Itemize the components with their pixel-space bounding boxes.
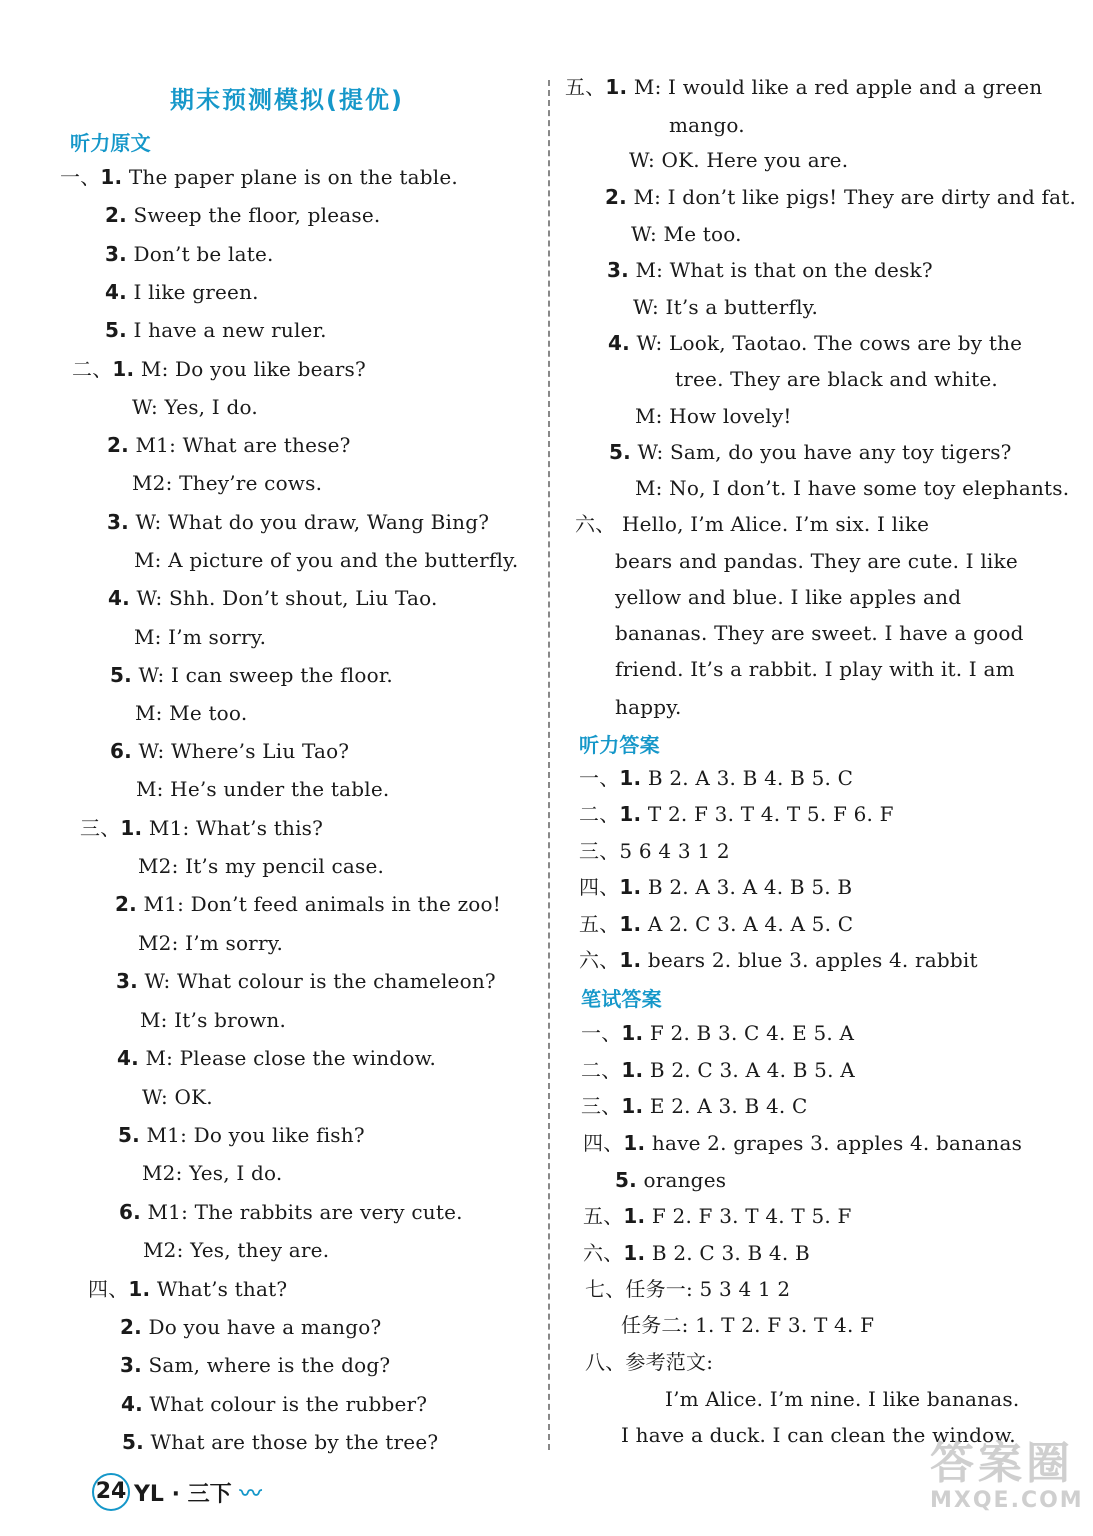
text-line bbox=[138, 853, 384, 879]
text-line bbox=[607, 257, 933, 283]
section-number: 四、 bbox=[579, 875, 620, 899]
line-text: I have a duck. I can clean the window. bbox=[621, 1423, 1016, 1447]
column-divider bbox=[548, 80, 550, 1450]
section-number: 五、 bbox=[565, 75, 606, 99]
item-number: 1. bbox=[619, 802, 642, 826]
item-number: 3. bbox=[120, 1353, 142, 1377]
line-text: bears and pandas. They are cute. I like bbox=[615, 549, 1018, 573]
item-number: 4. bbox=[105, 280, 127, 304]
text-line bbox=[134, 624, 266, 650]
item-number: 2. bbox=[115, 892, 137, 916]
item-number: 1. bbox=[619, 948, 642, 972]
seal-icon: 〰 bbox=[239, 1481, 262, 1507]
text-line bbox=[135, 700, 247, 726]
line-text: F 2. B 3. C 4. E 5. A bbox=[643, 1021, 855, 1045]
text-line bbox=[107, 432, 351, 458]
line-text: M2: It’s my pencil case. bbox=[138, 854, 385, 878]
item-number: 1. bbox=[623, 1241, 646, 1265]
text-line bbox=[608, 330, 1022, 356]
line-text: Do you have a mango? bbox=[141, 1315, 382, 1339]
line-text: have 2. grapes 3. apples 4. bananas bbox=[645, 1131, 1023, 1155]
watermark-url: MXQE.COM bbox=[930, 1488, 1084, 1513]
text-line bbox=[120, 1352, 390, 1378]
line-text: 5 6 4 3 1 2 bbox=[619, 839, 730, 863]
line-text: 听力答案 bbox=[579, 733, 660, 757]
footer-label: YL · 三下 bbox=[134, 1481, 232, 1507]
line-text: M1: What’s this? bbox=[142, 816, 324, 840]
line-text: I like green. bbox=[126, 280, 259, 304]
item-number: 1. bbox=[619, 766, 642, 790]
text-line bbox=[581, 1020, 854, 1046]
line-text: M: I would like a red apple and a green bbox=[627, 75, 1043, 99]
item-number: 6. bbox=[110, 739, 132, 763]
item-number: 5. bbox=[615, 1168, 637, 1192]
text-line bbox=[120, 1314, 381, 1340]
item-number: 1. bbox=[619, 912, 642, 936]
line-text: M: A picture of you and the butterfly. bbox=[134, 548, 519, 572]
text-line bbox=[119, 1199, 463, 1225]
line-text: B 2. C 3. A 4. B 5. A bbox=[643, 1058, 855, 1082]
line-text: 参考范文: bbox=[625, 1350, 714, 1374]
text-line bbox=[579, 801, 894, 827]
section-number: 三、 bbox=[581, 1094, 622, 1118]
section-number: 八、 bbox=[585, 1350, 626, 1374]
item-number: 1. bbox=[128, 1277, 151, 1301]
section-number: 二、 bbox=[579, 802, 620, 826]
line-text: 任务一: 5 3 4 1 2 bbox=[625, 1277, 791, 1301]
item-number: 5. bbox=[110, 663, 132, 687]
line-text: Don’t be late. bbox=[126, 242, 274, 266]
section-heading bbox=[579, 732, 660, 758]
line-text: W: What colour is the chameleon? bbox=[137, 969, 496, 993]
section-number: 四、 bbox=[583, 1131, 624, 1155]
text-line bbox=[579, 911, 853, 937]
item-number: 3. bbox=[116, 969, 138, 993]
section-number: 七、 bbox=[585, 1277, 626, 1301]
section-number: 五、 bbox=[583, 1204, 624, 1228]
line-text: W: Me too. bbox=[631, 222, 742, 246]
item-number: 2. bbox=[605, 185, 627, 209]
text-line bbox=[108, 585, 438, 611]
text-line bbox=[132, 470, 322, 496]
item-number: 2. bbox=[107, 433, 129, 457]
item-number: 5. bbox=[105, 318, 127, 342]
line-text: 笔试答案 bbox=[581, 987, 662, 1011]
line-text: I have a new ruler. bbox=[126, 318, 327, 342]
text-line bbox=[117, 1045, 436, 1071]
text-line bbox=[575, 511, 929, 537]
line-text: M1: The rabbits are very cute. bbox=[140, 1200, 463, 1224]
section-number: 一、 bbox=[60, 165, 101, 189]
line-text: Hello, I’m Alice. I’m six. I like bbox=[615, 512, 930, 536]
text-line bbox=[621, 1312, 874, 1338]
item-number: 1. bbox=[623, 1131, 646, 1155]
text-line bbox=[615, 548, 1018, 574]
text-line bbox=[581, 1093, 808, 1119]
item-number: 3. bbox=[107, 510, 129, 534]
line-text: tree. They are black and white. bbox=[675, 367, 998, 391]
text-line bbox=[629, 147, 848, 173]
item-number: 1. bbox=[100, 165, 123, 189]
text-line bbox=[635, 403, 792, 429]
text-line bbox=[583, 1130, 1022, 1156]
page-footer bbox=[92, 1474, 262, 1510]
line-text: F 2. F 3. T 4. T 5. F bbox=[645, 1204, 852, 1228]
line-text: Sweep the floor, please. bbox=[126, 203, 381, 227]
item-number: 1. bbox=[619, 875, 642, 899]
text-line bbox=[115, 891, 501, 917]
text-line bbox=[134, 547, 518, 573]
text-line bbox=[675, 366, 998, 392]
line-text: yellow and blue. I like apples and bbox=[615, 585, 962, 609]
line-text: M: I’m sorry. bbox=[134, 625, 267, 649]
text-line bbox=[669, 112, 745, 138]
line-text: M: Please close the window. bbox=[138, 1046, 437, 1070]
line-text: W: I can sweep the floor. bbox=[131, 663, 393, 687]
section-number: 三、 bbox=[579, 839, 620, 863]
line-text: M: What is that on the desk? bbox=[628, 258, 933, 282]
item-number: 3. bbox=[607, 258, 629, 282]
watermark bbox=[930, 1440, 1084, 1513]
item-number: 5. bbox=[609, 440, 631, 464]
line-text: M: It’s brown. bbox=[140, 1008, 287, 1032]
line-text: I’m Alice. I’m nine. I like bananas. bbox=[665, 1387, 1020, 1411]
line-text: Sam, where is the dog? bbox=[141, 1353, 391, 1377]
item-number: 4. bbox=[121, 1392, 143, 1416]
page-number: 24 bbox=[92, 1473, 130, 1511]
text-line bbox=[110, 662, 393, 688]
text-line bbox=[615, 620, 1024, 646]
item-number: 4. bbox=[117, 1046, 139, 1070]
line-text: M: No, I don’t. I have some toy elephants. bbox=[635, 476, 1070, 500]
line-text: M: Do you like bears? bbox=[134, 357, 366, 381]
text-line bbox=[635, 475, 1069, 501]
text-line bbox=[132, 394, 258, 420]
line-text: W: Where’s Liu Tao? bbox=[131, 739, 350, 763]
text-line bbox=[565, 74, 1042, 100]
text-line bbox=[142, 1160, 283, 1186]
text-line bbox=[122, 1429, 438, 1455]
text-line bbox=[605, 184, 1076, 210]
item-number: 5. bbox=[122, 1430, 144, 1454]
item-number: 1. bbox=[120, 816, 143, 840]
line-text: bears 2. blue 3. apples 4. rabbit bbox=[641, 948, 978, 972]
section-number: 一、 bbox=[579, 766, 620, 790]
item-number: 3. bbox=[105, 242, 127, 266]
item-number: 1. bbox=[621, 1058, 644, 1082]
page-title: 期末预测模拟(提优) bbox=[170, 86, 404, 114]
line-text: W: Yes, I do. bbox=[132, 395, 258, 419]
line-text: oranges bbox=[636, 1168, 727, 1192]
text-line bbox=[107, 509, 489, 535]
item-number: 4. bbox=[608, 331, 630, 355]
text-line bbox=[72, 356, 366, 382]
line-text: B 2. A 3. A 4. B 5. B bbox=[641, 875, 853, 899]
section-number: 三、 bbox=[80, 816, 121, 840]
section-number: 五、 bbox=[579, 912, 620, 936]
text-line bbox=[60, 164, 458, 190]
line-text: M2: Yes, I do. bbox=[142, 1161, 283, 1185]
line-text: What colour is the rubber? bbox=[142, 1392, 428, 1416]
line-text: W: Shh. Don’t shout, Liu Tao. bbox=[129, 586, 438, 610]
line-text: M2: Yes, they are. bbox=[143, 1238, 330, 1262]
section-number: 四、 bbox=[88, 1277, 129, 1301]
text-line bbox=[105, 279, 259, 305]
text-line bbox=[118, 1122, 365, 1148]
text-line bbox=[579, 947, 978, 973]
line-text: M2: I’m sorry. bbox=[138, 931, 284, 955]
line-text: friend. It’s a rabbit. I play with it. I am bbox=[615, 657, 1015, 681]
text-line bbox=[583, 1240, 810, 1266]
text-line bbox=[615, 694, 682, 720]
line-text: M: Me too. bbox=[135, 701, 248, 725]
text-line bbox=[140, 1007, 286, 1033]
section-heading bbox=[581, 986, 662, 1012]
line-text: M: I don’t like pigs! They are dirty and fat. bbox=[626, 185, 1077, 209]
text-line bbox=[143, 1237, 329, 1263]
section-number: 六、 bbox=[583, 1241, 624, 1265]
line-text: M: How lovely! bbox=[635, 404, 792, 428]
line-text: W: What do you draw, Wang Bing? bbox=[128, 510, 490, 534]
text-line bbox=[105, 202, 380, 228]
text-line bbox=[631, 221, 742, 247]
line-text: M2: They’re cows. bbox=[132, 471, 323, 495]
line-text: The paper plane is on the table. bbox=[122, 165, 458, 189]
section-number: 二、 bbox=[72, 357, 113, 381]
line-text: What are those by the tree? bbox=[143, 1430, 439, 1454]
text-line bbox=[579, 838, 730, 864]
text-line bbox=[581, 1057, 855, 1083]
text-line bbox=[80, 815, 323, 841]
line-text: W: It’s a butterfly. bbox=[633, 295, 819, 319]
line-text: bananas. They are sweet. I have a good bbox=[615, 621, 1024, 645]
text-line bbox=[585, 1276, 790, 1302]
line-text: W: Sam, do you have any toy tigers? bbox=[630, 440, 1012, 464]
text-line bbox=[121, 1391, 427, 1417]
text-line bbox=[633, 294, 818, 320]
item-number: 1. bbox=[621, 1094, 644, 1118]
text-line bbox=[110, 738, 349, 764]
text-line bbox=[116, 968, 496, 994]
line-text: happy. bbox=[615, 695, 682, 719]
text-line bbox=[579, 765, 853, 791]
line-text: What’s that? bbox=[150, 1277, 288, 1301]
text-line bbox=[615, 584, 961, 610]
section-number: 六、 bbox=[575, 512, 616, 536]
line-text: M1: Do you like fish? bbox=[139, 1123, 365, 1147]
line-text: M1: Don’t feed animals in the zoo! bbox=[136, 892, 502, 916]
item-number: 6. bbox=[119, 1200, 141, 1224]
item-number: 1. bbox=[621, 1021, 644, 1045]
item-number: 1. bbox=[605, 75, 628, 99]
text-line bbox=[138, 930, 283, 956]
text-line bbox=[136, 776, 389, 802]
line-text: B 2. A 3. B 4. B 5. C bbox=[641, 766, 854, 790]
item-number: 2. bbox=[120, 1315, 142, 1339]
item-number: 4. bbox=[108, 586, 130, 610]
text-line bbox=[583, 1203, 852, 1229]
text-line bbox=[579, 874, 852, 900]
section-number: 二、 bbox=[581, 1058, 622, 1082]
text-line bbox=[615, 1167, 726, 1193]
text-line bbox=[615, 656, 1015, 682]
text-line bbox=[585, 1349, 713, 1375]
text-line bbox=[609, 439, 1012, 465]
line-text: T 2. F 3. T 4. T 5. F 6. F bbox=[641, 802, 894, 826]
line-text: 任务二: 1. T 2. F 3. T 4. F bbox=[621, 1313, 875, 1337]
section-number: 一、 bbox=[581, 1021, 622, 1045]
watermark-text: 答案圈 bbox=[930, 1438, 1074, 1489]
text-line bbox=[88, 1276, 287, 1302]
line-text: mango. bbox=[669, 113, 745, 137]
line-text: M: He’s under the table. bbox=[136, 777, 390, 801]
section-number: 六、 bbox=[579, 948, 620, 972]
item-number: 2. bbox=[105, 203, 127, 227]
line-text: A 2. C 3. A 4. A 5. C bbox=[641, 912, 854, 936]
text-line bbox=[105, 317, 327, 343]
line-text: 听力原文 bbox=[70, 131, 151, 155]
line-text: B 2. C 3. B 4. B bbox=[645, 1241, 810, 1265]
line-text: M1: What are these? bbox=[128, 433, 351, 457]
item-number: 1. bbox=[112, 357, 135, 381]
text-line bbox=[142, 1084, 213, 1110]
section-heading bbox=[70, 130, 151, 156]
item-number: 1. bbox=[623, 1204, 646, 1228]
text-line bbox=[665, 1386, 1019, 1412]
line-text: W: OK. bbox=[142, 1085, 213, 1109]
line-text: E 2. A 3. B 4. C bbox=[643, 1094, 808, 1118]
text-line bbox=[105, 241, 274, 267]
item-number: 5. bbox=[118, 1123, 140, 1147]
line-text: W: Look, Taotao. The cows are by the bbox=[629, 331, 1023, 355]
line-text: W: OK. Here you are. bbox=[629, 148, 849, 172]
